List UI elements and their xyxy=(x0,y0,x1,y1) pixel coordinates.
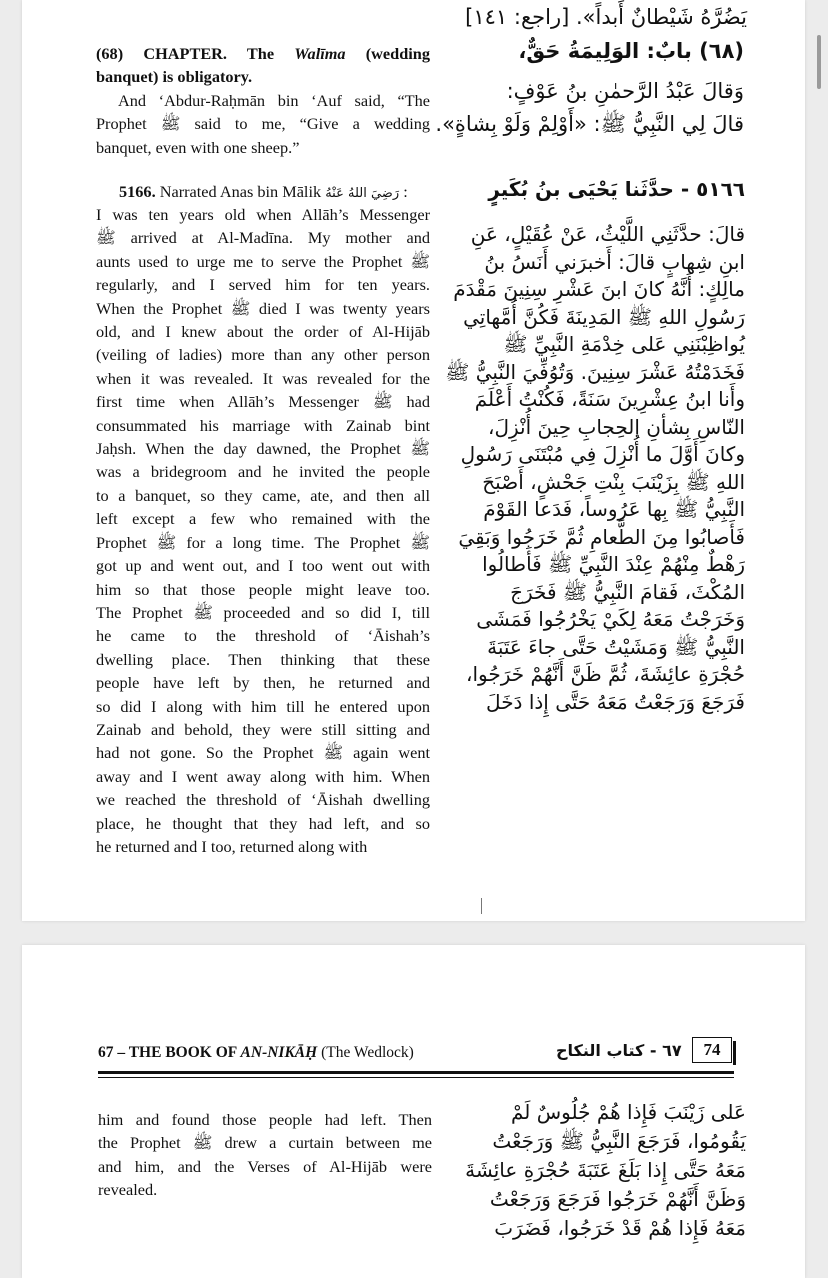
hadith-arabic-line: وَخَرَجْتُ مَعَهُ لِكَيْ يَخْرُجُوا فَمَشَى xyxy=(476,607,745,631)
hadith-arabic-line: النّاسِ بِشأنِ الحِجابِ حِينَ أُنْزِلَ، xyxy=(488,414,745,439)
chapter-body-line: Prophet ﷺ said to me, “Give a wedding xyxy=(96,114,431,134)
hadith-line: Jaḥsh. When the day dawned, the Prophet ﷺ xyxy=(96,439,430,459)
hadith-line: got up and went out, and I too went out with xyxy=(96,556,430,576)
chapter-arabic-line: قالَ لِي النَّبِيُّ ﷺ: «أَوْلِمْ وَلَوْ بِشاةٍ». xyxy=(435,112,744,136)
chapter-body-line: banquet, even with one sheep.” xyxy=(96,137,300,157)
continuation-line: revealed. xyxy=(98,1180,158,1200)
chapter-arabic-line: وَقالَ عَبْدُ الرَّحمٰنِ بنُ عَوْفٍ: xyxy=(506,79,744,103)
hadith-line: him so that those people might leave too. xyxy=(96,579,430,599)
hadith-line: so did I along with him till he entered upon xyxy=(96,696,430,716)
hadith-line: to a banquet, so they came, ate, and then all xyxy=(96,485,430,505)
header-rule-thin xyxy=(98,1077,734,1078)
continuation-arabic-line: وَظَنَّ أَنَّهُمْ خَرَجُوا فَرَجَعَ وَرَجَعْتُ xyxy=(489,1187,746,1211)
hadith-line: when it was revealed. It was revealed for the xyxy=(96,368,430,388)
hadith-line: away and I went away along with him. When xyxy=(96,766,430,786)
hadith-arabic-line: النَّبِيُّ ﷺ وَمَشَيْتُ حَتَّى جاءَ عَتَبَةَ xyxy=(487,634,745,659)
hadith-arabic-line: مالِكٍ: أَنَّهُ كانَ ابنَ عَشْرِ سِنِينَ مَقْدَمَ xyxy=(453,277,745,301)
hadith-arabic-line: رَهْطٌ مِنْهُمْ عِنْدَ النَّبِيِّ ﷺ فَأَطالُوا xyxy=(482,552,745,576)
hadith-line: Zainab and behold, they were still sitting and xyxy=(96,719,430,739)
hadith-line: The Prophet ﷺ proceeded and so did I, till xyxy=(96,602,430,622)
hadith-line: When the Prophet ﷺ died I was twenty years xyxy=(96,298,430,318)
hadith-line: he came to the threshold of ‘Āishah’s xyxy=(96,626,430,646)
continuation-line: and him, and the Verses of Al-Hijāb were xyxy=(98,1156,432,1176)
hadith-arabic-line: فَرَجَعَ وَرَجَعْتُ مَعَهُ حَتَّى إِذا دَخَلَ xyxy=(486,689,745,714)
hadith-arabic-line: ٥١٦٦ - حدَّثَنا يَحْيَى بنُ بُكَيرٍ xyxy=(488,177,745,201)
top-arabic-line: يَضُرَّهُ شَيْطانٌ أَبداً». [راجع: ١٤١] xyxy=(465,5,747,29)
header-rule-thick xyxy=(98,1071,734,1074)
hadith-line: regularly, and I served him for ten years. xyxy=(96,275,430,295)
continuation-arabic-line: يَقُومُوا، فَرَجَعَ النَّبِيُّ ﷺ وَرَجَعْتُ xyxy=(492,1129,746,1153)
page-number: 74 xyxy=(692,1037,732,1063)
hadith-line: Prophet ﷺ for a long time. The Prophet ﷺ xyxy=(96,532,430,552)
hadith-line: we reached the threshold of ‘Āishah dwelling xyxy=(96,790,430,810)
hadith-line: dwelling place. Then thinking that these xyxy=(96,649,430,669)
honorific-text: رَضِيَ اللهُ عَنْهُ xyxy=(325,186,400,201)
continuation-arabic-line: مَعَهُ حَتَّى إِذا بَلَغَ عَتَبَةَ حُجْرَةِ عائِشَةَ xyxy=(465,1158,746,1182)
hadith-english-text xyxy=(96,203,430,858)
hadith-line: he returned and I too, returned along with xyxy=(96,836,368,856)
hadith-arabic-line: اللهِ ﷺ بِزَيْنَبَ بِنْتِ جَحْشٍ، أَصْبَحَ xyxy=(482,469,745,494)
chapter-heading-line-2: banquet) is obligatory. xyxy=(96,67,253,87)
hadith-line: first time when Allāh’s Messenger ﷺ had xyxy=(96,392,430,412)
continuation-arabic-line: مَعَهُ فَإِذا هُمْ قَدْ خَرَجُوا، فَضَرَبَ xyxy=(494,1216,746,1240)
chapter-block xyxy=(96,42,430,159)
hadith-line: aunts used to urge me to serve the Prophet ﷺ xyxy=(96,251,430,271)
running-header-right: ٦٧ - كتاب النكاح xyxy=(556,1041,682,1060)
hadith-arabic-text xyxy=(445,177,745,718)
hadith-line: I was ten years old when Allāh’s Messenger xyxy=(96,205,430,224)
hadith-arabic-line: وكانَ أَوَّلَ ما أُنْزِلَ فِي مُبْتَنَى رَسُولِ xyxy=(460,442,745,466)
hadith-arabic-line: ابنِ شِهابٍ قالَ: أَخبرَني أَنَسُ بنُ xyxy=(484,249,745,274)
running-header-left: 67 – THE BOOK OF AN-NIKĀḤ (The Wedlock) xyxy=(98,1044,414,1061)
hadith-line: left except a few who remained with the xyxy=(96,509,430,529)
chapter-heading-line-1: (68) CHAPTER. The Walīma (wedding xyxy=(96,44,430,63)
hadith-arabic-line: حُجْرَةِ عائِشَةَ، ثُمَّ ظَنَّ أَنَّهُمْ خَرَجُوا، xyxy=(466,662,745,686)
continuation-line: the Prophet ﷺ drew a curtain between me xyxy=(98,1133,432,1153)
chapter-arabic-text xyxy=(435,79,744,136)
hadith-arabic-line: فَخَدَمْتُهُ عَشْرَ سِنِينَ. وَتُوُفِّيَ النَّبِيُّ ﷺ xyxy=(445,359,745,384)
hadith-arabic-line: رَسُولِ اللهِ ﷺ المَدِينَةَ فَكُنَّ أُمَّهاتِي xyxy=(463,304,745,329)
chapter-arabic-heading: (٦٨) بابٌ: الوَلِيمَةُ حَقٌّ، xyxy=(518,39,744,63)
hadith-line: people have left by then, he returned and xyxy=(96,673,430,693)
hadith-arabic-line: المُكْثَ، فَقامَ النَّبِيُّ ﷺ فَخَرَجَ xyxy=(510,579,745,604)
chapter-body-line: And ‘Abdur-Raḥmān bin ‘Auf said, “The xyxy=(118,90,430,110)
hadith-arabic-line: فَأَصابُوا مِنَ الطَّعامِ ثُمَّ خَرَجُوا وَبَقِيَ xyxy=(458,524,745,549)
hadith-number: 5166. xyxy=(119,182,156,201)
hadith-arabic-line: يُواظِبْنَنِي عَلى خِدْمَةِ النَّبِيِّ ﷺ xyxy=(503,332,745,356)
hadith-line: consummated his marriage with Zainab bint xyxy=(96,415,430,435)
continuation-arabic-line: عَلى زَيْنَبَ فَإِذا هُمْ جُلُوسٌ لَمْ xyxy=(510,1100,746,1124)
hadith-arabic-line: النَّبِيُّ ﷺ بِها عَرُوساً، فَدَعا القَوْمَ xyxy=(483,497,745,521)
hadith-line: (veiling of ladies) more than any other person xyxy=(96,345,430,365)
hadith-line: ﷺ arrived at Al-Madīna. My mother and xyxy=(96,228,430,248)
hadith-heading: 5166. Narrated Anas bin Mālik رَضِيَ اللهُ عَنْهُ : xyxy=(119,182,408,201)
hadith-line: place, he thought that they had left, and so xyxy=(96,813,430,833)
scrollbar-thumb[interactable] xyxy=(817,35,821,89)
hadith-arabic-line: قالَ: حدَّثَنِي اللَّيْثُ، عَنْ عُقَيْلٍ، عَنِ xyxy=(470,222,745,246)
continuation-arabic-text xyxy=(452,1101,746,1246)
book-page-top xyxy=(22,0,805,921)
hadith-line: had not gone. So the Prophet ﷺ again went xyxy=(96,743,431,763)
continuation-english-text xyxy=(98,1108,432,1202)
hadith-line: old, and I knew about the order of Al-Hijāb xyxy=(96,322,430,342)
hadith-arabic-line: وأَنا ابنُ عِشْرِينَ سَنَةً، فَكُنْتُ أَعْلَمَ xyxy=(474,387,745,411)
continuation-line: him and found those people had left. Then xyxy=(98,1110,432,1129)
hadith-line: was a bridegroom and he invited the people xyxy=(96,462,430,482)
text-cursor xyxy=(481,898,482,914)
